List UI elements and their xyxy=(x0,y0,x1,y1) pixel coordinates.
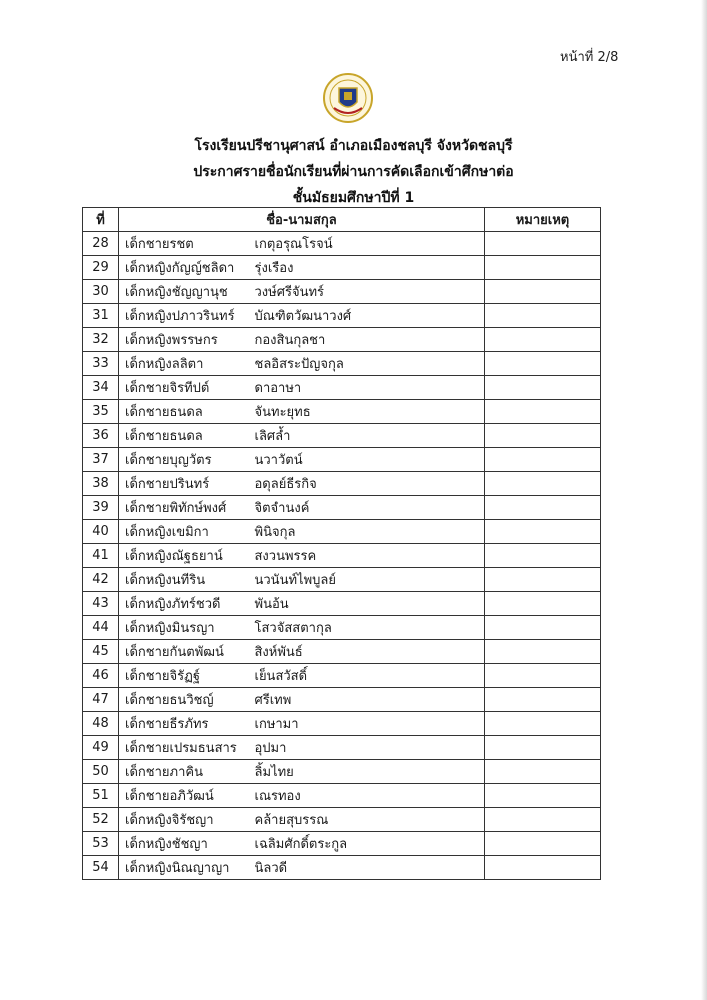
column-header-no: ที่ xyxy=(83,208,119,232)
student-last-name: คล้ายสุบรรณ xyxy=(253,808,485,832)
student-first-name: เด็กชายธีรภัทร xyxy=(119,712,253,736)
student-last-name: ศรีเทพ xyxy=(253,688,485,712)
table-row xyxy=(83,472,601,496)
row-number: 36 xyxy=(83,424,119,448)
remark-cell xyxy=(485,448,601,472)
table-row xyxy=(83,256,601,280)
row-number: 40 xyxy=(83,520,119,544)
table-row xyxy=(83,832,601,856)
student-first-name: เด็กชายจิรัฏฐ์ xyxy=(119,664,253,688)
row-number: 44 xyxy=(83,616,119,640)
student-first-name: เด็กหญิงพรรษกร xyxy=(119,328,253,352)
table-row xyxy=(83,640,601,664)
table-row xyxy=(83,328,601,352)
student-last-name: จันทะยุทธ xyxy=(253,400,485,424)
remark-cell xyxy=(485,832,601,856)
remark-cell xyxy=(485,232,601,256)
student-last-name: อดุลย์ธีรกิจ xyxy=(253,472,485,496)
student-last-name: ลิ้มไทย xyxy=(253,760,485,784)
table-row xyxy=(83,784,601,808)
student-first-name: เด็กชายธนวิชญ์ xyxy=(119,688,253,712)
student-last-name: เย็นสวัสดิ์ xyxy=(253,664,485,688)
student-first-name: เด็กหญิงชัญญานุช xyxy=(119,280,253,304)
student-last-name: พันอ้น xyxy=(253,592,485,616)
remark-cell xyxy=(485,304,601,328)
table-header-row xyxy=(83,208,601,232)
student-first-name: เด็กชายธนดล xyxy=(119,424,253,448)
row-number: 32 xyxy=(83,328,119,352)
row-number: 49 xyxy=(83,736,119,760)
row-number: 53 xyxy=(83,832,119,856)
remark-cell xyxy=(485,352,601,376)
remark-cell xyxy=(485,280,601,304)
student-last-name: โสวจัสสตากุล xyxy=(253,616,485,640)
table-row xyxy=(83,424,601,448)
student-last-name: นวนันท์ไพบูลย์ xyxy=(253,568,485,592)
table-row xyxy=(83,664,601,688)
table-row xyxy=(83,808,601,832)
student-roster-table xyxy=(82,207,601,880)
student-last-name: รุ่งเรือง xyxy=(253,256,485,280)
remark-cell xyxy=(485,712,601,736)
remark-cell xyxy=(485,640,601,664)
row-number: 52 xyxy=(83,808,119,832)
student-last-name: วงษ์ศรีจันทร์ xyxy=(253,280,485,304)
page-number: หน้าที่ 2/8 xyxy=(560,50,619,65)
table-row xyxy=(83,760,601,784)
remark-cell xyxy=(485,256,601,280)
student-last-name: ชลอิสระปัญจกุล xyxy=(253,352,485,376)
student-first-name: เด็กหญิงมินรญา xyxy=(119,616,253,640)
student-last-name: กองสินกุลชา xyxy=(253,328,485,352)
student-last-name: อุปมา xyxy=(253,736,485,760)
student-last-name: พินิจกุล xyxy=(253,520,485,544)
remark-cell xyxy=(485,520,601,544)
column-header-remark: หมายเหตุ xyxy=(485,208,601,232)
table-row xyxy=(83,352,601,376)
student-first-name: เด็กหญิงภัทร์ชวดี xyxy=(119,592,253,616)
student-last-name: นิลวดี xyxy=(253,856,485,880)
row-number: 54 xyxy=(83,856,119,880)
student-first-name: เด็กชายปรินทร์ xyxy=(119,472,253,496)
table-row xyxy=(83,520,601,544)
table-row xyxy=(83,592,601,616)
announcement-heading: ประกาศรายชื่อนักเรียนที่ผ่านการคัดเลือกเข้าศึกษาต่อ xyxy=(193,164,514,180)
remark-cell xyxy=(485,760,601,784)
student-last-name: เกตุอรุณโรจน์ xyxy=(253,232,485,256)
table-body xyxy=(83,232,601,880)
student-last-name: บัณฑิตวัฒนาวงศ์ xyxy=(253,304,485,328)
table-row xyxy=(83,688,601,712)
page-edge-shadow xyxy=(701,0,707,1000)
remark-cell xyxy=(485,328,601,352)
table-row xyxy=(83,304,601,328)
student-first-name: เด็กชายรชต xyxy=(119,232,253,256)
table-row xyxy=(83,736,601,760)
student-last-name: ดาอาษา xyxy=(253,376,485,400)
row-number: 35 xyxy=(83,400,119,424)
remark-cell xyxy=(485,496,601,520)
row-number: 39 xyxy=(83,496,119,520)
row-number: 37 xyxy=(83,448,119,472)
table-row xyxy=(83,400,601,424)
student-first-name: เด็กหญิงปภาวรินทร์ xyxy=(119,304,253,328)
student-last-name: จิตจำนงค์ xyxy=(253,496,485,520)
student-first-name: เด็กหญิงนทีริน xyxy=(119,568,253,592)
row-number: 51 xyxy=(83,784,119,808)
student-first-name: เด็กชายอภิวัฒน์ xyxy=(119,784,253,808)
school-name-heading: โรงเรียนปรีชานุศาสน์ อำเภอเมืองชลบุรี จังหวัดชลบุรี xyxy=(194,138,513,154)
table-row xyxy=(83,496,601,520)
table-row xyxy=(83,448,601,472)
remark-cell xyxy=(485,568,601,592)
remark-cell xyxy=(485,856,601,880)
student-last-name: นวาวัตน์ xyxy=(253,448,485,472)
remark-cell xyxy=(485,664,601,688)
row-number: 30 xyxy=(83,280,119,304)
table-row xyxy=(83,856,601,880)
remark-cell xyxy=(485,736,601,760)
grade-level-heading: ชั้นมัธยมศึกษาปีที่ 1 xyxy=(292,190,415,206)
student-first-name: เด็กชายธนดล xyxy=(119,400,253,424)
row-number: 42 xyxy=(83,568,119,592)
row-number: 29 xyxy=(83,256,119,280)
row-number: 48 xyxy=(83,712,119,736)
student-first-name: เด็กหญิงลลิตา xyxy=(119,352,253,376)
remark-cell xyxy=(485,424,601,448)
student-first-name: เด็กหญิงนิณญาญา xyxy=(119,856,253,880)
remark-cell xyxy=(485,400,601,424)
student-first-name: เด็กชายจิรทีปต์ xyxy=(119,376,253,400)
table-row xyxy=(83,568,601,592)
student-last-name: สิงห์พันธ์ xyxy=(253,640,485,664)
row-number: 45 xyxy=(83,640,119,664)
remark-cell xyxy=(485,688,601,712)
remark-cell xyxy=(485,376,601,400)
student-first-name: เด็กชายพิทักษ์พงศ์ xyxy=(119,496,253,520)
student-last-name: สงวนพรรค xyxy=(253,544,485,568)
student-first-name: เด็กหญิงชัชญา xyxy=(119,832,253,856)
student-first-name: เด็กชายบุญวัตร xyxy=(119,448,253,472)
student-first-name: เด็กชายเปรมธนสาร xyxy=(119,736,253,760)
table-row xyxy=(83,232,601,256)
school-crest-icon xyxy=(322,72,374,124)
student-last-name: เณรทอง xyxy=(253,784,485,808)
remark-cell xyxy=(485,784,601,808)
remark-cell xyxy=(485,808,601,832)
row-number: 28 xyxy=(83,232,119,256)
row-number: 46 xyxy=(83,664,119,688)
student-last-name: เลิศล้ำ xyxy=(253,424,485,448)
table-row xyxy=(83,376,601,400)
student-last-name: เกษามา xyxy=(253,712,485,736)
row-number: 31 xyxy=(83,304,119,328)
remark-cell xyxy=(485,544,601,568)
row-number: 43 xyxy=(83,592,119,616)
remark-cell xyxy=(485,592,601,616)
row-number: 33 xyxy=(83,352,119,376)
row-number: 50 xyxy=(83,760,119,784)
table-row xyxy=(83,712,601,736)
student-first-name: เด็กชายภาคิน xyxy=(119,760,253,784)
student-first-name: เด็กชายกันตพัฒน์ xyxy=(119,640,253,664)
table-row xyxy=(83,616,601,640)
remark-cell xyxy=(485,472,601,496)
student-first-name: เด็กหญิงณัฐธยาน์ xyxy=(119,544,253,568)
row-number: 34 xyxy=(83,376,119,400)
column-header-name: ชื่อ-นามสกุล xyxy=(119,208,485,232)
student-first-name: เด็กหญิงกัญญ์ชลิดา xyxy=(119,256,253,280)
student-last-name: เฉลิมศักดิ์ตระกูล xyxy=(253,832,485,856)
remark-cell xyxy=(485,616,601,640)
student-first-name: เด็กหญิงเขมิกา xyxy=(119,520,253,544)
student-first-name: เด็กหญิงจิรัชญา xyxy=(119,808,253,832)
row-number: 38 xyxy=(83,472,119,496)
row-number: 47 xyxy=(83,688,119,712)
table-row xyxy=(83,544,601,568)
table-row xyxy=(83,280,601,304)
row-number: 41 xyxy=(83,544,119,568)
